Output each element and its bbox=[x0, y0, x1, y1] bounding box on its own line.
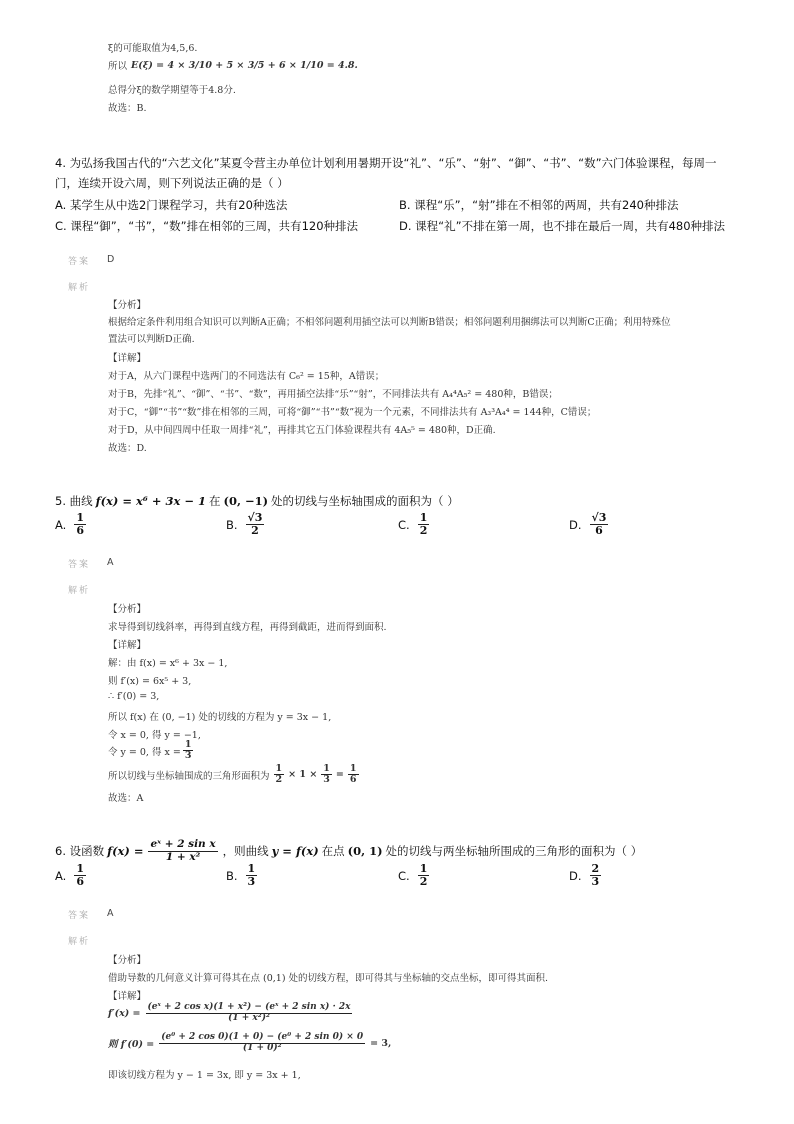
top-line-2-prefix: 所以 bbox=[108, 61, 128, 72]
q6-option-a-letter: A. bbox=[55, 868, 67, 883]
q6-fenxi-heading: 【分析】 bbox=[108, 955, 147, 966]
q5-stem-prefix: 5. 曲线 bbox=[55, 494, 93, 508]
q6-derivative-at-0-rhs: = 3, bbox=[370, 1037, 392, 1049]
q4-answer-value: D bbox=[107, 254, 115, 265]
top-line-1: ξ的可能取值为4,5,6. bbox=[108, 43, 198, 54]
q6-option-b bbox=[226, 863, 259, 888]
q6-derivative-at-0-lhs: 则 f′(0) = bbox=[108, 1039, 155, 1051]
q6-answer-label: 答案 bbox=[68, 911, 91, 921]
q5-answer-label: 答案 bbox=[68, 560, 91, 570]
q5-point: (0, −1) bbox=[223, 494, 269, 508]
q5-xiangjie-heading: 【详解】 bbox=[108, 640, 147, 651]
q6-option-d bbox=[569, 863, 603, 888]
q6-derivative bbox=[108, 1003, 354, 1024]
q6-derivative-at-0 bbox=[108, 1033, 391, 1054]
q6-curve: y = f(x) bbox=[271, 844, 319, 859]
q6-derivative-at-0-den: (1 + 0)² bbox=[242, 1042, 282, 1053]
q5-area-result-den: 6 bbox=[349, 774, 357, 786]
top-line-2 bbox=[108, 58, 358, 72]
top-line-4: 故选：B. bbox=[108, 103, 147, 114]
q5-option-d-num: √3 bbox=[591, 511, 607, 524]
q5-area-frac-1-num: 1 bbox=[275, 763, 283, 774]
q6-derivative-at-0-num: (e⁰ + 2 cos 0)(1 + 0) − (e⁰ + 2 sin 0) × 0 bbox=[161, 1032, 364, 1042]
q4-detail-b: 对于B，先排“礼”、“御”、“书”、“数”，再用插空法排“乐”“射”，不同排法共有 A₄⁴A₅² = 480种，B错误； bbox=[108, 389, 558, 400]
q6-derivative-lhs: f′(x) = bbox=[108, 1007, 141, 1019]
q4-fenxi-line2: 置法可以判断D正确. bbox=[108, 334, 195, 345]
q5-area-frac-2-num: 1 bbox=[323, 763, 330, 774]
q6-tangent-line: 即该切线方程为 y − 1 = 3x, 即 y = 3x + 1, bbox=[108, 1070, 301, 1081]
q6-point: (0, 1) bbox=[347, 844, 383, 859]
q5-answer-value: A bbox=[107, 557, 114, 568]
q6-option-a-den: 6 bbox=[76, 875, 84, 889]
q4-option-b: B. 课程“乐”，“射”排在不相邻的两周，共有240种排法 bbox=[399, 198, 679, 212]
q5-area-frac-1-den: 2 bbox=[275, 774, 283, 786]
q6-stem-suffix: 处的切线与两坐标轴所围成的三角形的面积为（ ） bbox=[385, 844, 643, 859]
q5-area-times: × 1 × bbox=[288, 769, 318, 781]
q5-option-a-num: 1 bbox=[76, 511, 84, 524]
q6-fenxi-line1: 借助导数的几何意义计算可得其在点 (0,1) 处的切线方程，即可得其与坐标轴的交点坐标，即可得其面积. bbox=[108, 973, 549, 984]
q6-stem-mid: ，则曲线 bbox=[222, 844, 269, 859]
q6-xiangjie-heading: 【详解】 bbox=[108, 991, 147, 1002]
q5-step-2: 则 f′(x) = 6x⁵ + 3, bbox=[108, 676, 192, 687]
q5-option-d-den: 6 bbox=[595, 524, 603, 538]
q5-option-b-letter: B. bbox=[226, 517, 238, 532]
q6-option-d-letter: D. bbox=[569, 868, 582, 883]
q6-option-c-num: 1 bbox=[419, 862, 428, 875]
q5-area-equals: = bbox=[335, 769, 344, 781]
q6-option-d-num: 2 bbox=[591, 862, 600, 875]
q6-stem-mid2: 在点 bbox=[321, 844, 345, 859]
q5-step-6-num: 1 bbox=[184, 739, 192, 750]
q4-option-c: C. 课程“御”，“书”，“数”排在相邻的三周，共有120种排法 bbox=[55, 219, 359, 233]
q6-stem bbox=[55, 839, 642, 863]
q5-step-3: ∴ f′(0) = 3, bbox=[108, 691, 160, 702]
q4-conclusion: 故选：D. bbox=[108, 443, 147, 454]
q4-detail-d: 对于D，从中间四周中任取一周排“礼”，再排其它五门体验课程共有 4A₅⁵ = 480种，D正确. bbox=[108, 425, 496, 436]
top-line-3: 总得分ξ的数学期望等于4.8分. bbox=[108, 85, 236, 96]
q5-conclusion: 故选：A bbox=[108, 793, 144, 804]
q4-stem-line1: 4. 为弘扬我国古代的“六艺文化”某夏令营主办单位计划利用暑期开设“礼”、“乐”、“射”、“御”、“书”、“数”六门体验课程，每周一 bbox=[55, 156, 717, 170]
q6-answer-value: A bbox=[107, 908, 114, 919]
q5-function: f(x) = x⁶ + 3x − 1 bbox=[95, 494, 207, 508]
q5-step-4: 所以 f(x) 在 (0, −1) 处的切线的方程为 y = 3x − 1, bbox=[108, 712, 332, 723]
q5-step-7 bbox=[108, 764, 361, 786]
q6-option-a bbox=[55, 863, 88, 888]
q5-fenxi-heading: 【分析】 bbox=[108, 604, 147, 615]
q5-step-5: 令 x = 0, 得 y = −1, bbox=[108, 730, 201, 741]
q6-option-c-den: 2 bbox=[419, 875, 428, 889]
q6-function-lhs: f(x) = bbox=[107, 844, 144, 859]
q6-option-c-letter: C. bbox=[398, 868, 410, 883]
q5-stem bbox=[55, 493, 459, 509]
q4-detail-c: 对于C，“御”“书”“数”排在相邻的三周，可将“御”“书”“数”视为一个元素，不同排法共有 A₃³A₄⁴ = 144种，C错误； bbox=[108, 407, 597, 418]
q5-option-b bbox=[226, 512, 266, 537]
q5-step-1: 解：由 f(x) = x⁶ + 3x − 1, bbox=[108, 658, 228, 669]
q4-answer-label: 答案 bbox=[68, 257, 91, 267]
q5-area-result-num: 1 bbox=[349, 763, 357, 774]
q5-option-c-letter: C. bbox=[398, 517, 410, 532]
q5-option-b-num: √3 bbox=[247, 511, 263, 524]
q5-option-d bbox=[569, 512, 610, 537]
q4-analysis-label: 解析 bbox=[68, 283, 91, 293]
q6-option-a-num: 1 bbox=[76, 862, 84, 875]
q5-option-d-letter: D. bbox=[569, 517, 582, 532]
q5-option-c-den: 2 bbox=[419, 524, 428, 538]
q4-fenxi-heading: 【分析】 bbox=[108, 300, 147, 311]
q5-step-6-den: 3 bbox=[184, 750, 192, 762]
q4-detail-a: 对于A，从六门课程中选两门的不同选法有 C₆² = 15种，A错误； bbox=[108, 371, 385, 382]
q5-option-a-den: 6 bbox=[76, 524, 84, 538]
q5-analysis-label: 解析 bbox=[68, 586, 91, 596]
q6-derivative-den: (1 + x²)² bbox=[228, 1012, 270, 1023]
q6-option-d-den: 3 bbox=[591, 875, 600, 889]
expectation-formula: E(ξ) = 4 × 3/10 + 5 × 3/5 + 6 × 1/10 = 4.8. bbox=[131, 59, 358, 71]
q5-option-b-den: 2 bbox=[251, 524, 259, 538]
q5-step-7-prefix: 所以切线与坐标轴围成的三角形面积为 bbox=[108, 770, 270, 782]
q5-fenxi-line1: 求导得到切线斜率，再得到直线方程，再得到截距，进而得到面积. bbox=[108, 622, 387, 633]
q4-fenxi-line1: 根据给定条件利用组合知识可以判断A正确；不相邻问题利用插空法可以判断B错误；相邻问题利用捆绑法可以判断C正确；利用特殊位 bbox=[108, 317, 671, 328]
q5-step-6 bbox=[108, 740, 195, 762]
q5-stem-mid: 在 bbox=[209, 494, 221, 508]
q4-xiangjie-heading: 【详解】 bbox=[108, 353, 147, 364]
q6-option-b-letter: B. bbox=[226, 868, 238, 883]
q4-stem-line2: 门，连续开设六周，则下列说法正确的是（ ） bbox=[55, 176, 289, 190]
q6-option-b-den: 3 bbox=[247, 875, 256, 889]
q5-option-a-letter: A. bbox=[55, 517, 67, 532]
q4-option-a: A. 某学生从中选2门课程学习，共有20种选法 bbox=[55, 198, 288, 212]
q5-area-frac-2-den: 3 bbox=[323, 774, 330, 786]
q5-option-a bbox=[55, 512, 88, 537]
q6-stem-prefix: 6. 设函数 bbox=[55, 844, 105, 859]
q6-derivative-num: (eˣ + 2 cos x)(1 + x²) − (eˣ + 2 sin x) · 2x bbox=[147, 1002, 351, 1012]
q5-stem-suffix: 处的切线与坐标轴围成的面积为（ ） bbox=[271, 494, 459, 508]
q5-option-c-num: 1 bbox=[419, 511, 428, 524]
q6-option-b-num: 1 bbox=[247, 862, 256, 875]
q5-step-6-prefix: 令 y = 0, 得 x = bbox=[108, 746, 181, 758]
q6-function-den: 1 + x² bbox=[165, 850, 201, 863]
q6-analysis-label: 解析 bbox=[68, 937, 91, 947]
q6-function-num: eˣ + 2 sin x bbox=[150, 838, 216, 850]
q4-option-d: D. 课程“礼”不排在第一周，也不排在最后一周，共有480种排法 bbox=[399, 219, 726, 233]
q5-option-c bbox=[398, 512, 431, 537]
q6-option-c bbox=[398, 863, 431, 888]
